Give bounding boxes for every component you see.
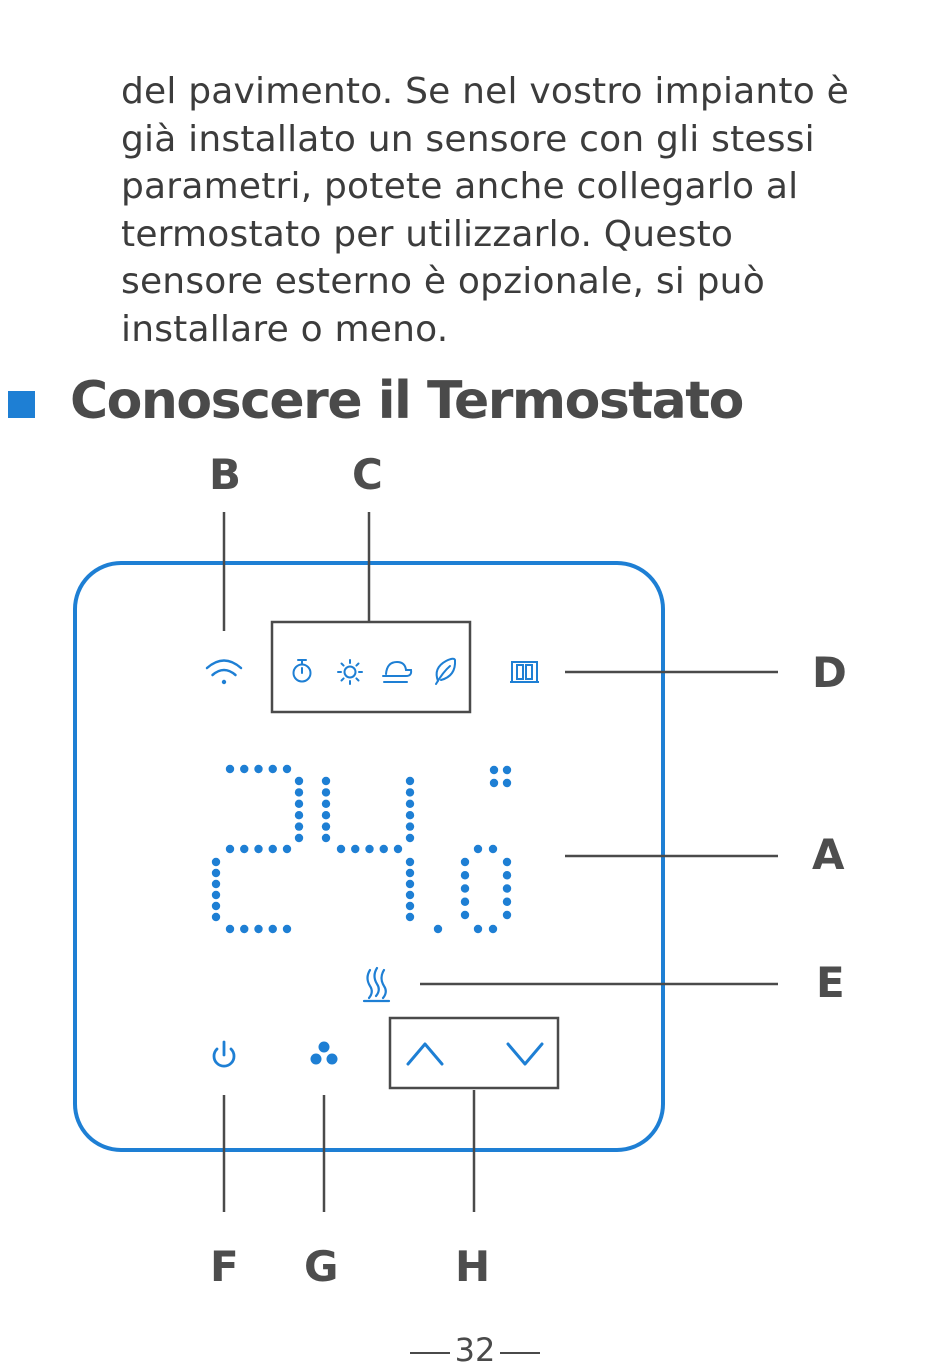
- digit-2-dot: [295, 800, 303, 808]
- digit-4-dot: [406, 880, 414, 888]
- intro-line: parametri, potete anche collegarlo al: [121, 166, 799, 207]
- digit-0-dot: [503, 911, 511, 919]
- digit-2-dot: [254, 845, 262, 853]
- page-number: 32: [454, 1331, 496, 1369]
- digit-2-dot: [226, 925, 234, 933]
- digit-4-dot: [351, 845, 359, 853]
- digit-4-dot: [322, 777, 330, 785]
- digit-4-dot: [322, 811, 330, 819]
- power-icon[interactable]: [214, 1042, 234, 1066]
- digit-2-dot: [269, 925, 277, 933]
- digit-2-dot: [295, 788, 303, 796]
- digit-2-dot: [212, 869, 220, 877]
- digit-4-dot: [322, 834, 330, 842]
- digit-4-dot: [406, 891, 414, 899]
- page-number-dash-right: [500, 1352, 540, 1354]
- intro-line: sensore esterno è opzionale, si può: [121, 261, 765, 302]
- section-title: Conoscere il Termostato: [70, 371, 743, 431]
- digit-2-dot: [212, 891, 220, 899]
- digit-4-dot: [406, 913, 414, 921]
- intro-line: installare o meno.: [121, 308, 449, 350]
- digit-2-dot: [295, 777, 303, 785]
- digit-4-dot: [406, 800, 414, 808]
- digit-4-dot: [380, 845, 388, 853]
- fan-icon[interactable]: [311, 1042, 338, 1065]
- digit-2-dot: [226, 845, 234, 853]
- heating-icon: [364, 968, 389, 1001]
- mode-icons-frame: [272, 622, 470, 712]
- digit-2-dot: [295, 822, 303, 830]
- digit-0-dot: [461, 871, 469, 879]
- digit-0-dot: [474, 845, 482, 853]
- wifi-icon: [207, 661, 241, 685]
- intro-line: già installato un sensore con gli stessi: [121, 118, 815, 160]
- dry-mode-icon: [383, 662, 411, 682]
- digit-0-dot: [461, 884, 469, 892]
- digit-0-dot: [461, 858, 469, 866]
- digit-4-dot: [322, 822, 330, 830]
- digit-4-dot: [406, 822, 414, 830]
- timer-icon: [294, 660, 311, 682]
- label-f: F: [210, 1242, 239, 1291]
- degree-dot: [490, 779, 498, 787]
- digit-4-dot: [406, 858, 414, 866]
- degree-dot: [503, 766, 511, 774]
- down-arrow-icon[interactable]: [508, 1044, 542, 1064]
- window-icon: [510, 662, 539, 682]
- degree-dot: [490, 766, 498, 774]
- digit-0-dot: [461, 898, 469, 906]
- digit-4-dot: [365, 845, 373, 853]
- digit-4-dot: [406, 777, 414, 785]
- digit-0-dot: [461, 911, 469, 919]
- digit-2-dot: [212, 902, 220, 910]
- label-h: H: [455, 1242, 491, 1291]
- digit-0-dot: [474, 925, 482, 933]
- digit-2-dot: [240, 845, 248, 853]
- digit-2-dot: [269, 765, 277, 773]
- digit-2-dot: [295, 811, 303, 819]
- digit-4-dot: [406, 834, 414, 842]
- decimal-point-dot: [434, 925, 442, 933]
- digit-2-dot: [240, 765, 248, 773]
- digit-4-dot: [322, 788, 330, 796]
- sun-icon: [338, 660, 362, 684]
- digit-2-dot: [295, 834, 303, 842]
- digit-0-dot: [489, 845, 497, 853]
- intro-line: del pavimento. Se nel vostro impianto è: [121, 71, 849, 112]
- digit-4-dot: [406, 902, 414, 910]
- digit-2-dot: [254, 765, 262, 773]
- digit-2-dot: [226, 765, 234, 773]
- digit-2-dot: [212, 880, 220, 888]
- temperature-display: [212, 765, 511, 933]
- digit-2-dot: [269, 845, 277, 853]
- digit-4-dot: [394, 845, 402, 853]
- digit-2-dot: [212, 858, 220, 866]
- digit-0-dot: [489, 925, 497, 933]
- digit-2-dot: [283, 845, 291, 853]
- label-e: E: [816, 958, 845, 1007]
- digit-2-dot: [254, 925, 262, 933]
- digit-2-dot: [240, 925, 248, 933]
- digit-2-dot: [283, 925, 291, 933]
- eco-leaf-icon: [436, 659, 455, 684]
- digit-4-dot: [406, 869, 414, 877]
- digit-0-dot: [503, 898, 511, 906]
- label-a: A: [812, 830, 845, 879]
- digit-2-dot: [283, 765, 291, 773]
- digit-0-dot: [503, 884, 511, 892]
- label-d: D: [812, 648, 847, 697]
- digit-2-dot: [212, 913, 220, 921]
- intro-line: termostato per utilizzarlo. Questo: [121, 213, 734, 255]
- label-c: C: [352, 450, 383, 499]
- degree-dot: [503, 779, 511, 787]
- digit-4-dot: [406, 788, 414, 796]
- label-g: G: [304, 1242, 339, 1291]
- label-b: B: [209, 450, 242, 499]
- digit-0-dot: [503, 871, 511, 879]
- digit-0-dot: [503, 858, 511, 866]
- digit-4-dot: [322, 800, 330, 808]
- digit-4-dot: [337, 845, 345, 853]
- digit-4-dot: [406, 811, 414, 819]
- up-arrow-icon[interactable]: [408, 1044, 442, 1064]
- callout-lines: [224, 512, 778, 1212]
